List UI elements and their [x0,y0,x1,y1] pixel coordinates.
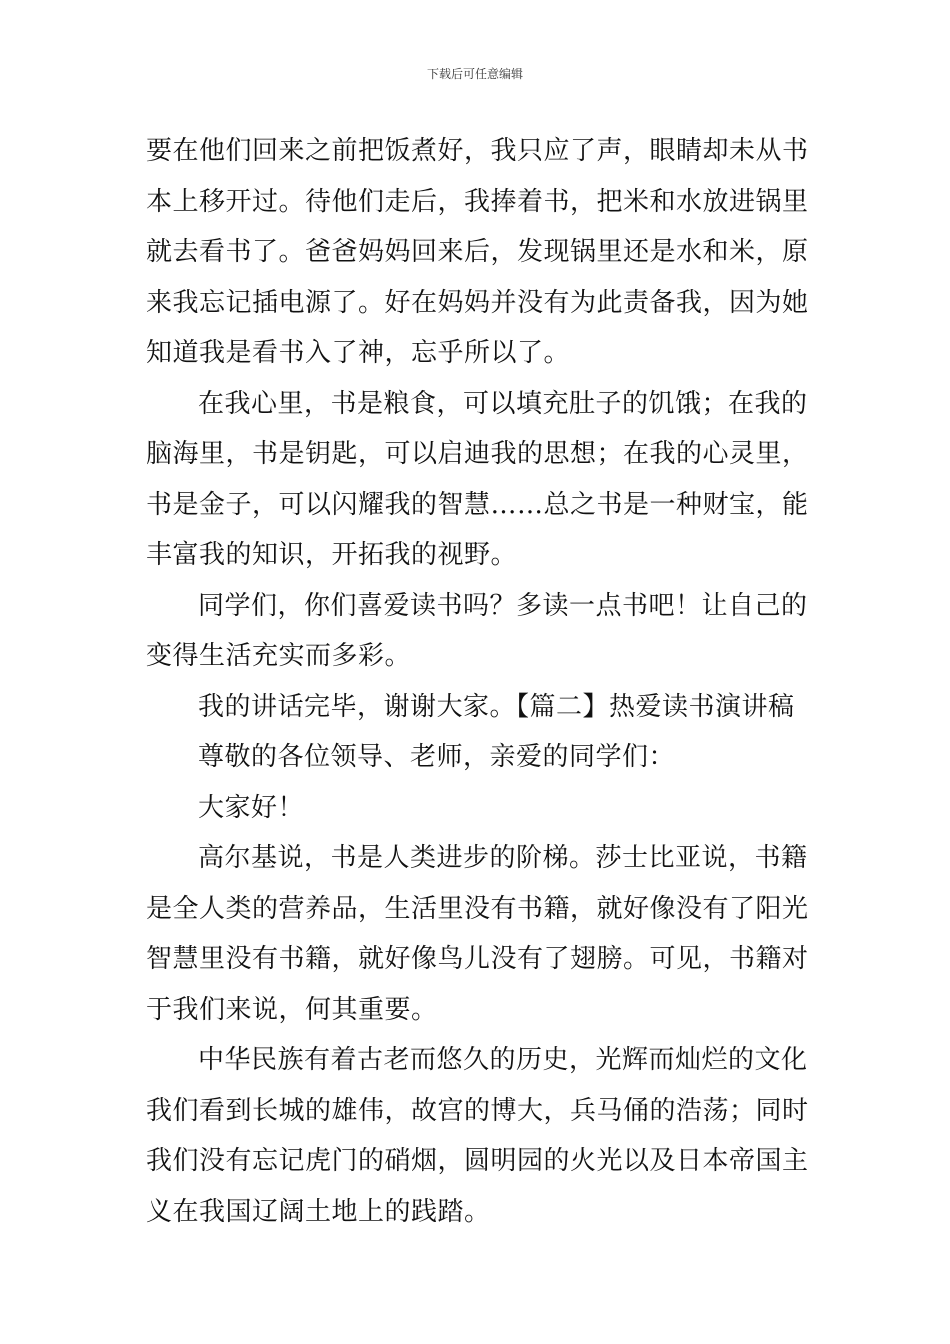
text-line: 大家好！ [198,792,305,823]
text-line: 来我忘记插电源了。好在妈妈并没有为此责备我，因为她 [146,287,809,318]
text-line: 高尔基说，书是人类进步的阶梯。莎士比亚说，书籍 [198,843,808,873]
text-line: 要在他们回来之前把饭煮好，我只应了声，眼睛却未从书 [146,136,809,166]
text-line: 尊敬的各位领导、老师，亲爱的同学们： [198,742,676,772]
document-body [146,126,808,1237]
page-header: 下载后可任意编辑 [426,67,523,81]
text-line: 智慧里没有书籍，就好像鸟儿没有了翅膀。可见，书籍对 [146,944,809,974]
text-line: 丰富我的知识，开拓我的视野。 [146,540,518,570]
text-line: 脑海里，书是钥匙，可以启迪我的思想；在我的心灵里， [146,439,809,469]
text-line: 我们没有忘记虎门的硝烟，圆明园的火光以及日本帝国主 [146,1146,809,1176]
text-line: 我们看到长城的雄伟，故宫的博大，兵马俑的浩荡；同时 [146,1095,809,1126]
text-line: 就去看书了。爸爸妈妈回来后，发现锅里还是水和米，原 [146,237,809,267]
text-line: 本上移开过。待他们走后，我捧着书，把米和水放进锅里 [146,186,809,217]
text-line: 我的讲话完毕，谢谢大家。【篇二】热爱读书演讲稿 [198,691,795,722]
text-line: 是全人类的营养品，生活里没有书籍，就好像没有了阳光 [146,893,809,924]
text-line: 于我们来说，何其重要。 [146,994,438,1025]
text-line: 在我心里，书是粮食，可以填充肚子的饥饿；在我的 [198,388,808,419]
text-line: 书是金子，可以闪耀我的智慧……总之书是一种财宝，能 [146,489,809,520]
text-line: 中华民族有着古老而悠久的历史，光辉而灿烂的文化 [198,1045,808,1075]
text-line: 义在我国辽阔土地上的践踏。 [146,1196,491,1227]
text-line: 变得生活充实而多彩。 [146,641,412,671]
text-line: 同学们，你们喜爱读书吗？多读一点书吧！让自己的 [198,590,808,621]
text-line: 知道我是看书入了神，忘乎所以了。 [146,338,571,368]
